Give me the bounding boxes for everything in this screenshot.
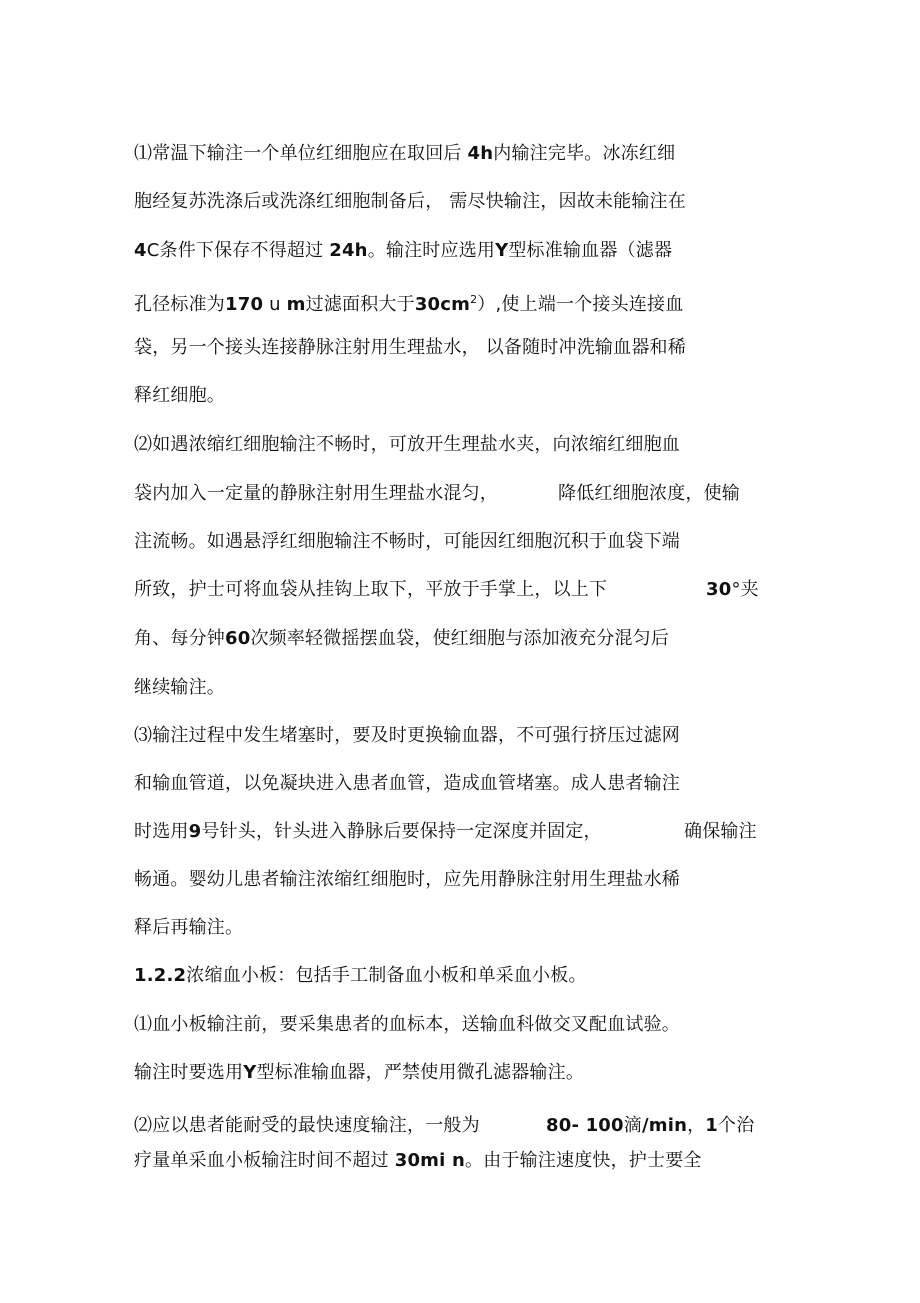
text-segment: 个治 [718,1115,755,1136]
section-heading [134,962,587,990]
text-segment: 过滤面积大于 [305,294,415,315]
text-line [134,382,225,410]
text-line [134,334,686,362]
text-segment: m [286,294,306,315]
text-segment: 4 [134,240,147,261]
text-segment: 释红细胞。 [134,385,225,406]
text-line [134,866,680,894]
text-line [134,770,680,798]
text-segment: 170 [225,294,264,315]
text-segment: ⑵如遇浓缩红细胞输注不畅时，可放开生理盐水夹，向浓缩红细胞血 [134,434,680,455]
text-segment: ⑵应以患者能耐受的最快速度输注，一般为 [134,1115,480,1136]
superscript: 2 [470,293,478,306]
text-segment: ⑴常温下输注一个单位红细胞应在取回后 [134,143,468,164]
text-segment: 浓缩血小板：包括手工制备血小板和单采血小板。 [186,965,587,986]
text-segment: 和输血管道，以免凝块进入患者血管，造成血管堵塞。成人患者输注 [134,773,680,794]
text-segment: 号针头，针头进入静脉后要保持一定深度并固定， [201,821,602,842]
text-segment: 60 [225,628,251,649]
text-segment: °夹 [731,579,759,600]
text-segment: 。输注时应选用 [367,240,496,261]
text-segment: 注流畅。如遇悬浮红细胞输注不畅时，可能因红细胞沉积于血袋下端 [134,531,680,552]
text-segment: 9 [188,821,202,842]
text-segment: 袋内加入一定量的静脉注射用生理盐水混匀， [134,483,498,504]
text-segment: 袋，另一个接头连接静脉注射用生理盐水， 以备随时冲洗输血器和稀 [134,337,686,358]
text-segment: 80- 100 [546,1115,624,1136]
text-line [134,188,686,216]
text-segment: 所致，护士可将血袋从挂钩上取下，平放于手掌上，以上下 [134,579,608,600]
text-segment: 继续输注。 [134,677,225,698]
text-segment: 角、每分钟 [134,628,225,649]
text-segment: 30 [706,579,732,600]
text-line [134,914,243,942]
text-segment: 型标准输血器（滤器 [508,240,673,261]
text-segment: 4h [467,143,494,164]
text-segment: 次频率轻微摇摆血袋，使红细胞与添加液充分混匀后 [250,628,670,649]
text-segment: 输注时要选用 [134,1062,244,1083]
text-line [134,480,754,508]
text-segment: C条件下保存不得超过 [146,240,330,261]
text-segment: 确保输注 [684,821,757,842]
text-segment: 释后再输注。 [134,917,244,938]
text-segment: 。由于输注速度快，护士要全 [465,1150,702,1171]
text-segment: 型标准输血器，严禁使用微孔滤器输注。 [256,1062,585,1083]
text-line [134,1147,702,1175]
text-line [134,576,764,604]
text-segment: 24h [329,240,368,261]
text-segment: Y [495,240,509,261]
text-segment: 30mi n [394,1150,465,1171]
text-segment: 30cm [414,294,471,315]
text-segment: 1 [705,1115,719,1136]
text-line [134,674,225,702]
text-segment: 降低红细胞浓度，使输 [558,483,740,504]
text-segment: 滴 [623,1115,642,1136]
text-line [134,1011,680,1039]
text-segment: 畅通。婴幼儿患者输注浓缩红细胞时，应先用静脉注射用生理盐水稀 [134,869,680,890]
text-segment: 孔径标准为 [134,294,225,315]
text-segment: 胞经复苏洗涤后或洗涤红细胞制备后， 需尽快输注，因故未能输注在 [134,191,686,212]
text-segment: ⑶输注过程中发生堵塞时，要及时更换输血器，不可强行挤压过滤网 [134,725,680,746]
text-segment: Y [243,1062,257,1083]
text-segment: 时选用 [134,821,189,842]
text-line [134,140,675,168]
text-segment: /min [641,1115,688,1136]
text-line [134,286,683,314]
text-line [134,528,680,556]
text-line [134,722,680,750]
text-line [134,431,680,459]
text-segment: 内输注完毕。冰冻红细 [493,143,676,164]
text-line [134,237,672,265]
text-line [134,1059,584,1087]
section-number: 1.2.2 [134,965,187,986]
text-segment: ⑴血小板输注前，要采集患者的血标本，送输血科做交叉配血试验。 [134,1014,680,1035]
text-segment: 疗量单采血小板输注时间不超过 [134,1150,395,1171]
text-segment: ）,使上端一个接头连接血 [477,294,684,315]
text-segment: ， [687,1115,706,1136]
text-line [134,1112,764,1140]
text-segment: u [263,294,287,315]
text-line [134,625,669,653]
text-line [134,818,764,846]
